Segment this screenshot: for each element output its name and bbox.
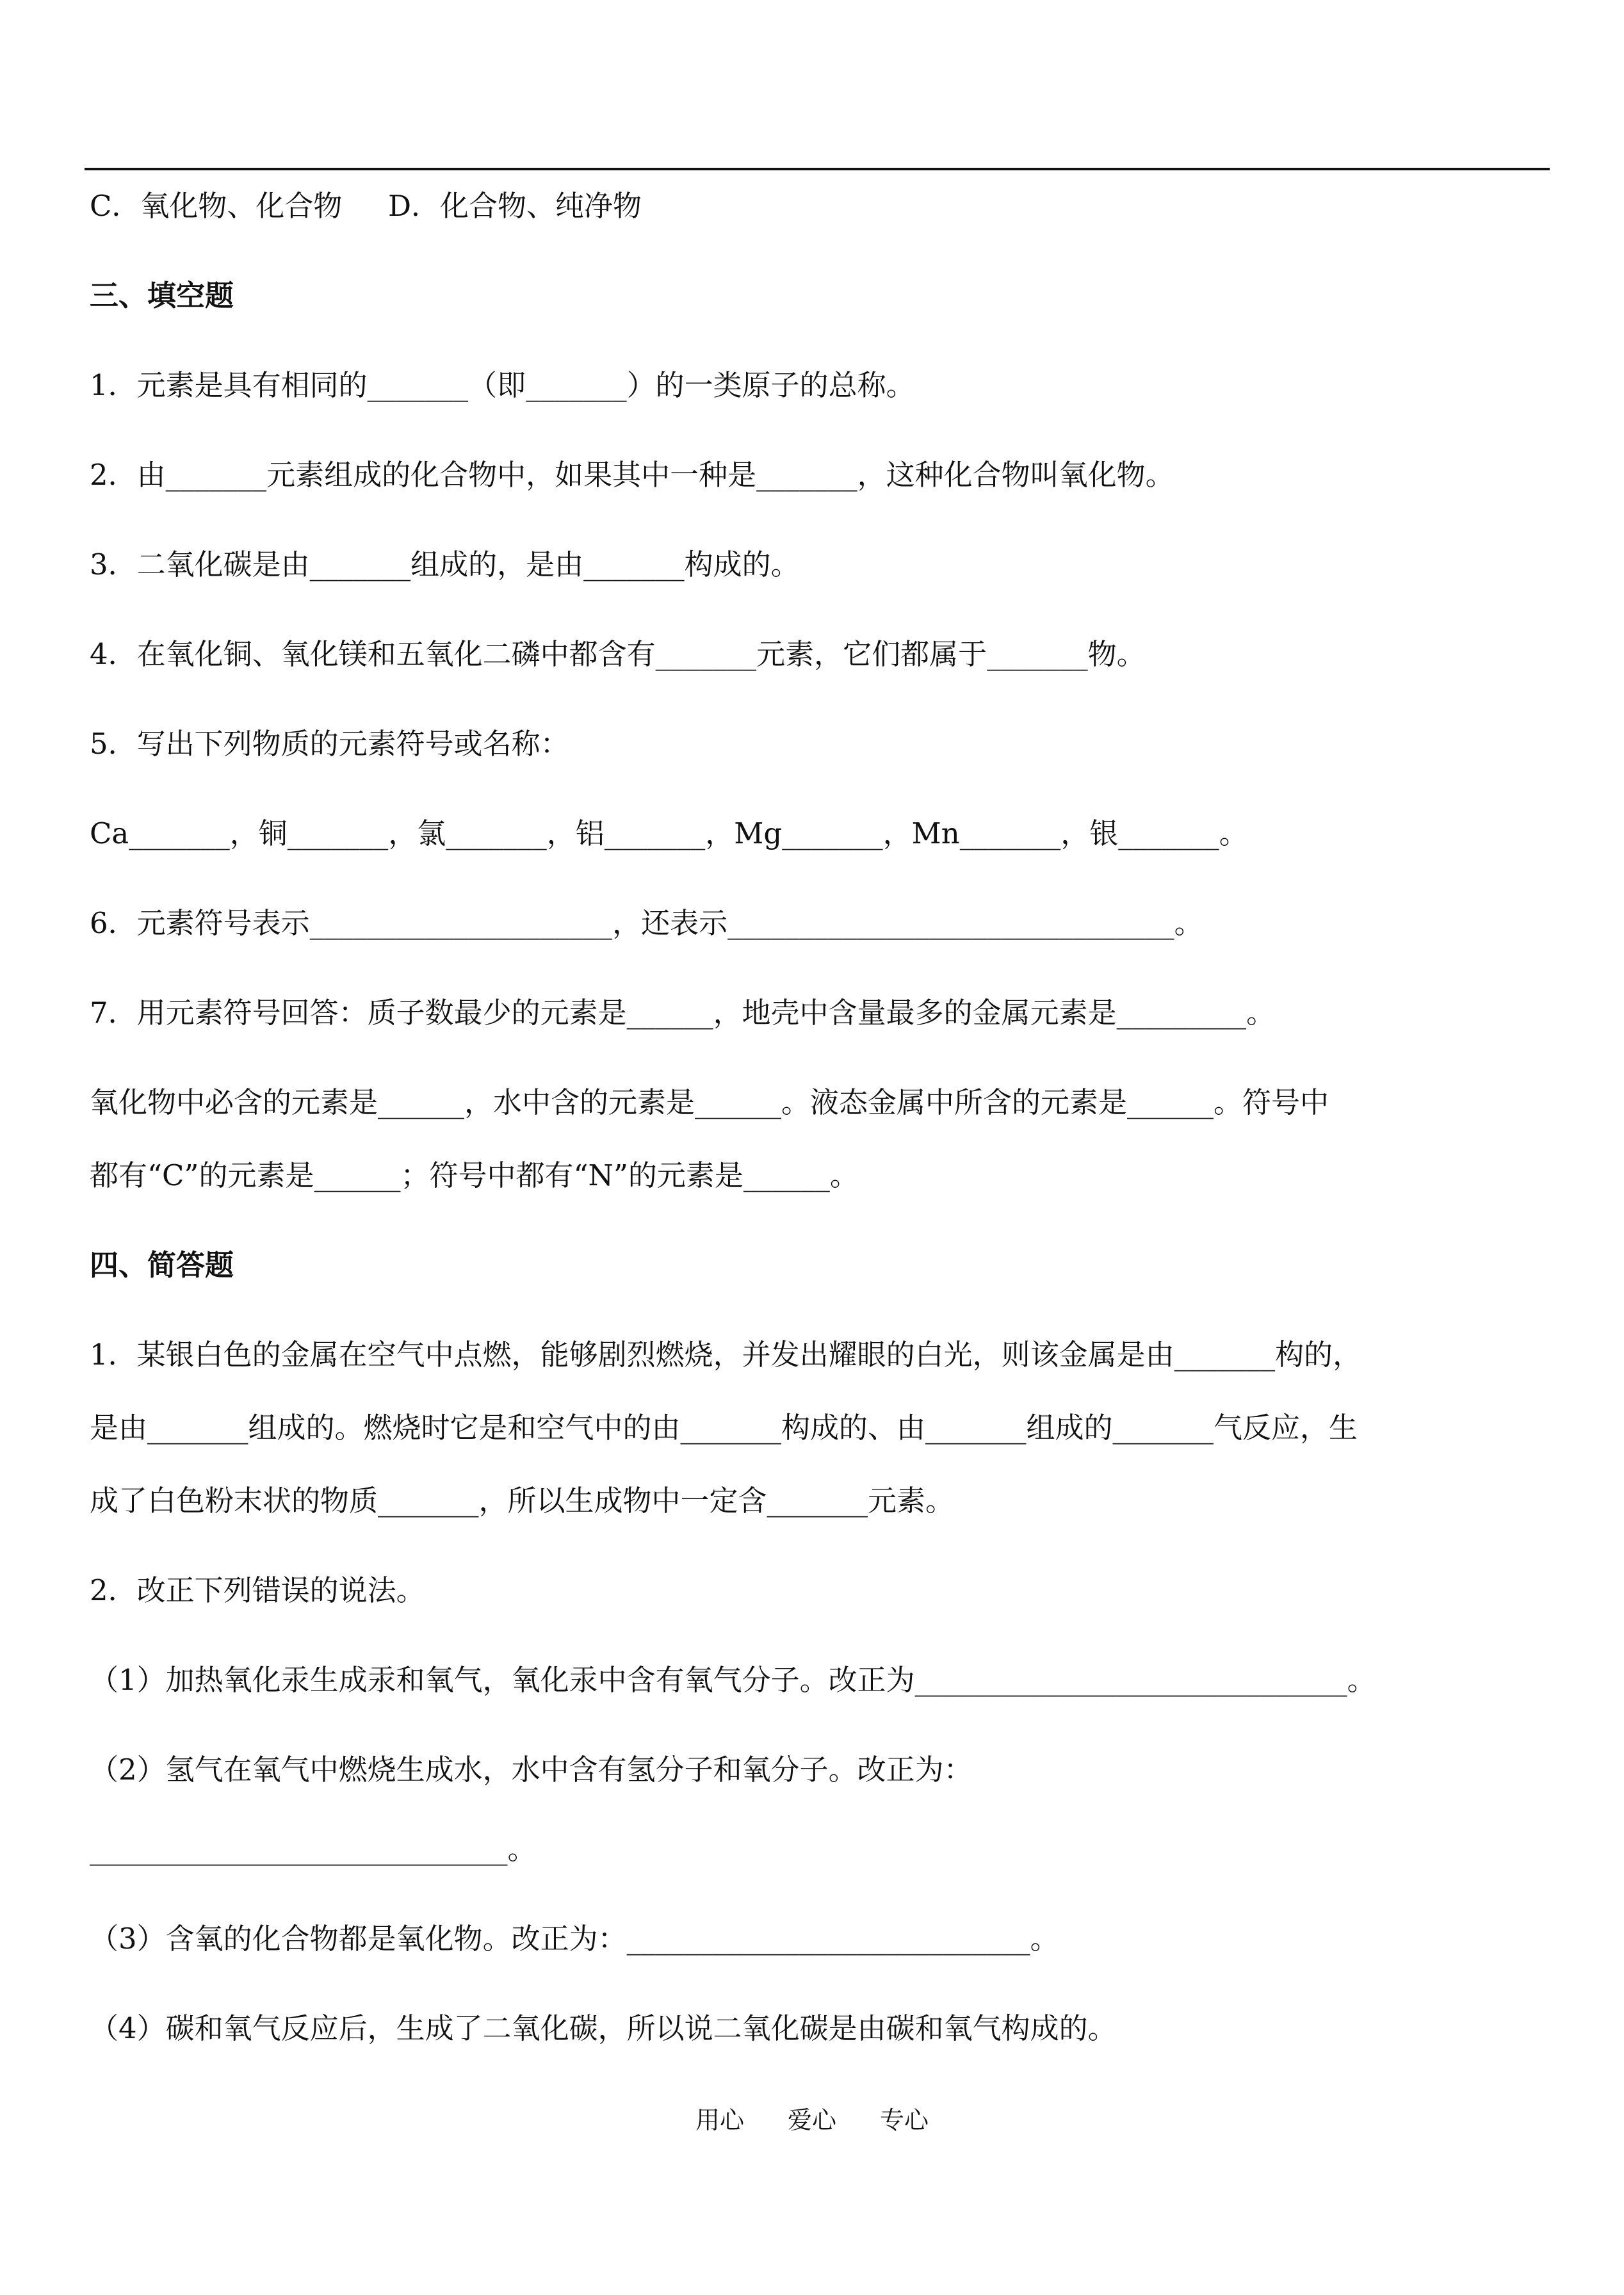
short-answer-2: 2．改正下列错误的说法。 bbox=[90, 1573, 425, 1607]
section-heading-fill-blank: 三、填空题 bbox=[90, 279, 234, 312]
question-3: 3．二氧化碳是由_______组成的，是由_______构成的。 bbox=[90, 547, 800, 581]
correction-2-blank: _____________________________。 bbox=[90, 1832, 537, 1866]
footer-motto bbox=[0, 2100, 1624, 2136]
question-7-line-3: 都有“C”的元素是______；符号中都有“N”的元素是______。 bbox=[90, 1158, 859, 1192]
question-6: 6．元素符号表示_____________________，还表示_______________________________。 bbox=[90, 906, 1203, 940]
short-answer-1: 1．某银白色的金属在空气中点燃，能够剧烈燃烧，并发出耀眼的白光，则该金属是由_______构的， bbox=[90, 1338, 1362, 1372]
question-7-line-2: 氧化物中必含的元素是______，水中含的元素是______。液态金属中所含的元素是______。符号中 bbox=[90, 1085, 1329, 1119]
question-2: 2．由_______元素组成的化合物中，如果其中一种是_______，这种化合物叫氧化物。 bbox=[90, 458, 1174, 492]
header-rule bbox=[85, 168, 1550, 170]
short-answer-1-line-3: 成了白色粉末状的物质_______，所以生成物中一定含_______元素。 bbox=[90, 1484, 955, 1518]
footer-word: 专心 bbox=[880, 2106, 929, 2134]
footer-word: 用心 bbox=[695, 2106, 744, 2134]
short-answer-1-line-2: 是由_______组成的。燃烧时它是和空气中的由_______构成的、由_______组成的_______气反应，生 bbox=[90, 1411, 1358, 1445]
option-line: C．氧化物、化合物 D．化合物、纯净物 bbox=[90, 189, 642, 223]
footer-word: 爱心 bbox=[787, 2106, 836, 2134]
question-4: 4．在氧化铜、氧化镁和五氧化二磷中都含有_______元素，它们都属于_______物。 bbox=[90, 637, 1146, 671]
question-5: 5．写出下列物质的元素符号或名称： bbox=[90, 727, 569, 761]
question-1: 1．元素是具有相同的_______（即_______）的一类原子的总称。 bbox=[90, 368, 915, 402]
correction-3: （3）含氧的化合物都是氧化物。改正为：____________________________。 bbox=[90, 1922, 1059, 1956]
correction-4: （4）碳和氧气反应后，生成了二氧化碳，所以说二氧化碳是由碳和氧气构成的。 bbox=[90, 2011, 1117, 2045]
correction-1: （1）加热氧化汞生成汞和氧气，氧化汞中含有氧气分子。改正为______________________________。 bbox=[90, 1663, 1376, 1697]
section-heading-short-answer: 四、简答题 bbox=[90, 1248, 234, 1282]
question-7: 7．用元素符号回答：质子数最少的元素是______，地壳中含量最多的金属元素是_________。 bbox=[90, 996, 1276, 1030]
correction-2: （2）氢气在氧气中燃烧生成水，水中含有氢分子和氧分子。改正为： bbox=[90, 1753, 973, 1787]
question-5-blanks: Ca_______，铜_______，氯_______，铝_______，Mg_______，Mn_______，银_______。 bbox=[90, 816, 1248, 850]
